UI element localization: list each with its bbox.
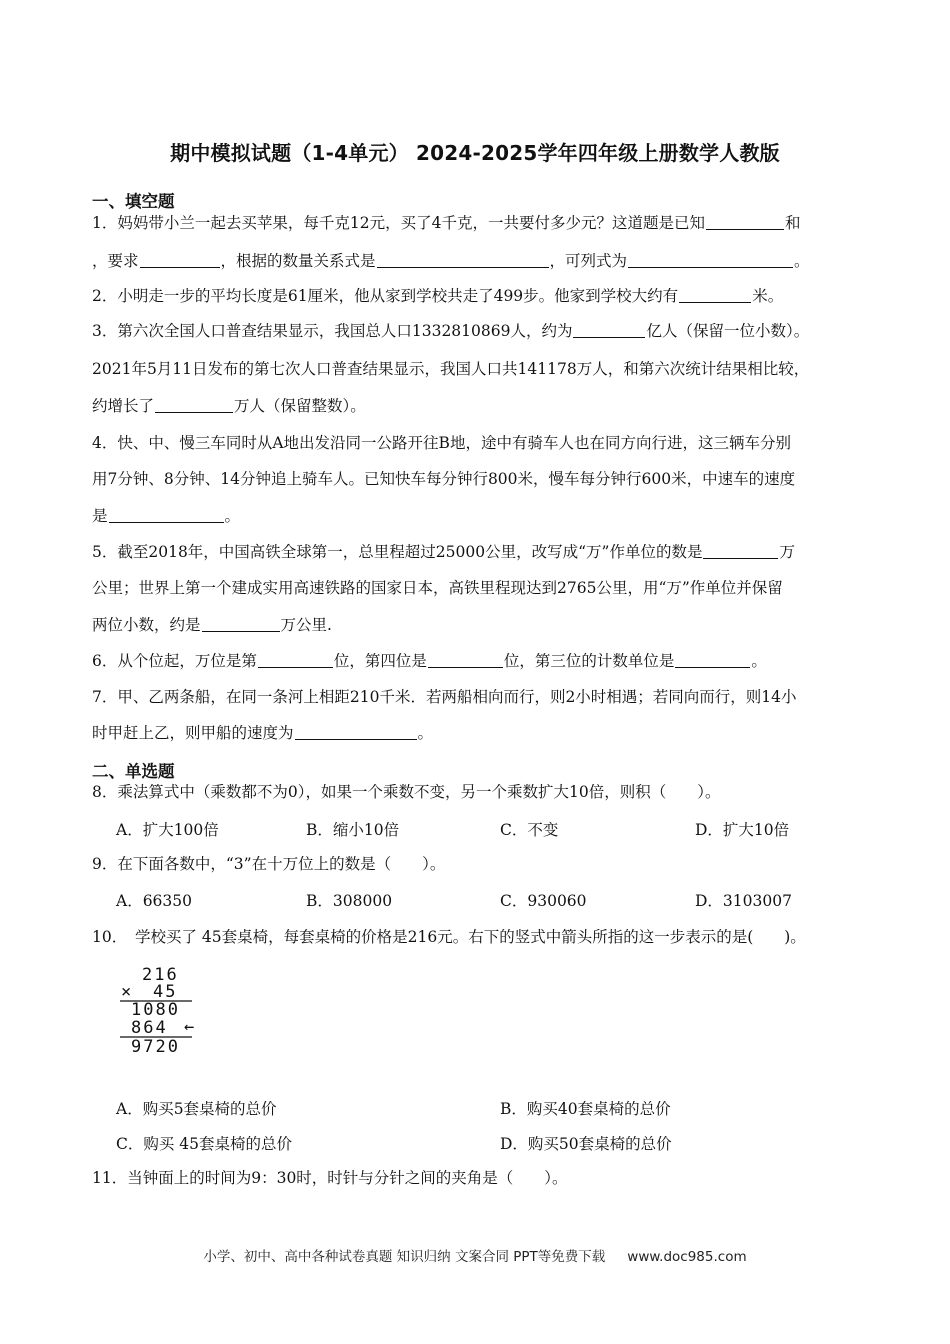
option-d[interactable]: D．扩大10倍 (695, 821, 790, 839)
calc-partial-product-2: 864 (131, 1018, 168, 1038)
answer-blank[interactable] (703, 542, 778, 559)
section-heading-single-choice: 二、单选题 (92, 762, 175, 781)
footer-text: 小学、初中、高中各种试卷真题 知识归纳 文案合同 PPT等免费下载 (203, 1249, 606, 1265)
question-8-stem: 8．乘法算式中（乘数都不为0），如果一个乘数不变，另一个乘数扩大10倍，则积（ ）。 (92, 783, 721, 801)
question-1-line-1: 1．妈妈带小兰一起去买苹果，每千克12元，买了4千克，一共要付多少元？这道题是已知 和 (92, 214, 801, 232)
question-4-line-2: 用7分钟、8分钟、14分钟追上骑车人。已知快车每分钟行800米，慢车每分钟行600米，中速车的速度 (92, 470, 796, 488)
question-10-stem: 10． 学校买了 45套桌椅，每套桌椅的价格是216元。右下的竖式中箭头所指的这一步表示的是( )。 (92, 928, 806, 946)
answer-blank[interactable] (295, 723, 417, 740)
option-d[interactable]: D．3103007 (695, 892, 792, 910)
answer-blank[interactable] (428, 651, 503, 668)
answer-blank[interactable] (675, 651, 750, 668)
option-c[interactable]: C．购买 45套桌椅的总价 (116, 1135, 293, 1153)
question-3-line-1: 3．第六次全国人口普查结果显示，我国总人口1332810869人，约为 亿人（保留一位小数）。 (92, 322, 810, 340)
answer-blank[interactable] (628, 251, 793, 268)
question-3-line-2: 2021年5月11日发布的第七次人口普查结果显示，我国人口共141178万人，和第六次统计结果相比较， (92, 360, 810, 378)
question-4-line-1: 4．快、中、慢三车同时从A地出发沿同一公路开往B地，途中有骑车人也在同方向行进，这三辆车分别 (92, 434, 791, 452)
option-a[interactable]: A．购买5套桌椅的总价 (116, 1100, 277, 1118)
section-heading-fill-blank: 一、填空题 (92, 192, 175, 211)
answer-blank[interactable] (202, 615, 280, 632)
question-1-line-2: ，要求 ，根据的数量关系式是 ，可列式为 。 (92, 252, 810, 270)
option-a[interactable]: A．66350 (116, 892, 193, 910)
answer-blank[interactable] (679, 286, 751, 303)
answer-blank[interactable] (258, 651, 333, 668)
question-4-line-3: 是 。 (92, 507, 241, 525)
question-5-line-2: 公里；世界上第一个建成实用高速铁路的国家日本，高铁里程现达到2765公里，用“万”作单位并保留 (92, 579, 783, 597)
question-7-line-2: 时甲赶上乙，则甲船的速度为 。 (92, 724, 434, 742)
answer-blank[interactable] (140, 251, 220, 268)
question-5-line-1: 5．截至2018年，中国高铁全球第一，总里程超过25000公里，改写成“万”作单位的数是 万 (92, 543, 795, 561)
footer-url[interactable]: www.doc985.com (627, 1249, 747, 1265)
question-9-stem: 9．在下面各数中，“3”在十万位上的数是（ ）。 (92, 855, 446, 873)
question-7-line-1: 7．甲、乙两条船，在同一条河上相距210千米．若两船相向而行，则2小时相遇；若同向而行，则14小 (92, 688, 797, 706)
option-a[interactable]: A．扩大100倍 (116, 821, 219, 839)
option-b[interactable]: B．购买40套桌椅的总价 (500, 1100, 671, 1118)
page-title: 期中模拟试题（1-4单元） 2024-2025学年四年级上册数学人教版 (170, 141, 780, 165)
question-11-stem: 11．当钟面上的时间为9：30时，时针与分针之间的夹角是（ ）。 (92, 1169, 568, 1187)
option-d[interactable]: D．购买50套桌椅的总价 (500, 1135, 672, 1153)
question-5-line-3: 两位小数，约是 万公里. (92, 616, 332, 634)
times-sign: × (121, 982, 132, 1002)
option-c[interactable]: C．不变 (500, 821, 559, 839)
answer-blank[interactable] (377, 251, 549, 268)
page-footer (0, 1245, 950, 1265)
question-6: 6．从个位起，万位是第 位，第四位是 位，第三位的计数单位是 。 (92, 652, 767, 670)
option-c[interactable]: C．930060 (500, 892, 587, 910)
question-3-line-3: 约增长了 万人（保留整数）。 (92, 397, 366, 415)
vertical-multiplication-figure (112, 964, 212, 1056)
answer-blank[interactable] (109, 506, 224, 523)
answer-blank[interactable] (573, 321, 645, 338)
calc-multiplier: 45 (153, 982, 178, 1002)
option-b[interactable]: B．缩小10倍 (306, 821, 400, 839)
calc-partial-product-1: 1080 (131, 1000, 180, 1020)
answer-blank[interactable] (706, 213, 784, 230)
calc-multiplicand: 216 (142, 965, 179, 985)
option-b[interactable]: B．308000 (306, 892, 393, 910)
arrow-left-icon: ← (184, 1017, 195, 1037)
calc-product: 9720 (131, 1037, 180, 1056)
answer-blank[interactable] (155, 396, 233, 413)
question-2: 2．小明走一步的平均长度是61厘米，他从家到学校共走了499步。他家到学校大约有 米。 (92, 287, 784, 305)
